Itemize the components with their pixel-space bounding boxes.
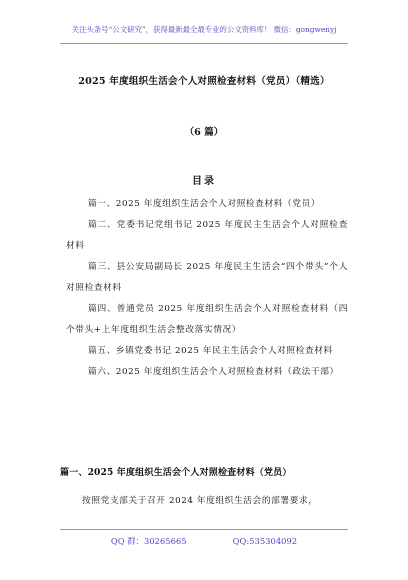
toc-item[interactable]: 篇三、县公安局副局长 2025 年度民主生活会“四个带头”个人对照检查材料 bbox=[66, 262, 348, 293]
toc-item[interactable]: 篇二、党委书记党组书记 2025 年度民主生活会个人对照检查材料 bbox=[66, 220, 348, 251]
footer-contacts bbox=[0, 535, 408, 547]
document-count: （6 篇） bbox=[184, 127, 224, 138]
toc-item[interactable]: 篇四、普通党员 2025 年度组织生活会个人对照检查材料（四个带头+上年度组织生活会整改落实情况） bbox=[66, 304, 348, 335]
toc-list bbox=[66, 194, 348, 383]
footer-qq-group: QQ 群：30265665 bbox=[110, 536, 187, 546]
toc-item[interactable]: 篇五、乡镇党委书记 2025 年民主生活会个人对照检查材料 bbox=[88, 346, 333, 356]
header-banner: 关注头条号“公文研究”，获得最新最全最专业的公文资料库！ 微信：gongwenyj bbox=[71, 25, 337, 34]
toc-item[interactable]: 篇一、2025 年度组织生活会个人对照检查材料（党员） bbox=[88, 199, 321, 209]
section-heading: 篇一、2025 年度组织生活会个人对照检查材料（党员） bbox=[60, 468, 292, 478]
document-title: 2025 年度组织生活会个人对照检查材料（党员）（精选） bbox=[78, 76, 330, 87]
toc-heading: 目录 bbox=[192, 176, 216, 187]
header-divider bbox=[60, 43, 348, 44]
footer-qq-contact: QQ:535304092 bbox=[232, 536, 298, 546]
footer-divider bbox=[60, 529, 348, 530]
body-paragraph: 按照党支部关于召开 2024 年度组织生活会的部署要求， bbox=[82, 496, 318, 506]
toc-item[interactable]: 篇六、2025 年度组织生活会个人对照检查材料（政法干部） bbox=[88, 367, 339, 377]
